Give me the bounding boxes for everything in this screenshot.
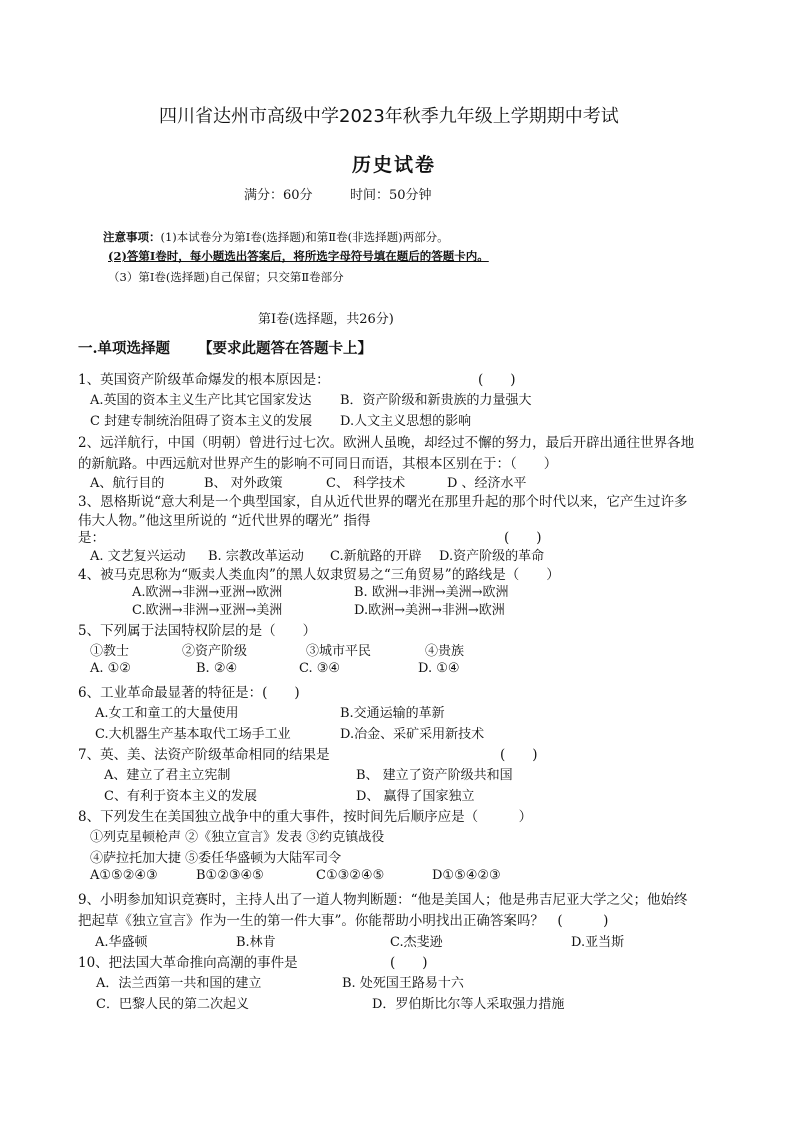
q5-item-3: ③城市平民	[306, 644, 372, 659]
q3-stem-line2: 伟大人物。”他这里所说的 “近代世界的曙光” 指得	[78, 513, 371, 529]
q10-option-c: C．巴黎人民的第二次起义	[96, 997, 249, 1012]
notes-line-3: （3）第Ⅰ卷(选择题)自己保留；只交第Ⅱ卷部分	[108, 270, 344, 284]
q7-stem: 7、英、美、法资产阶级革命相同的结果是	[78, 747, 330, 763]
notes-text-2: (2)答第Ⅰ卷时，每小题选出答案后，将所选字母符号填在题后的答题卡内。	[108, 249, 489, 263]
q1-answer-blank: ( )	[478, 372, 516, 388]
q8-option-b: B①②③④⑤	[196, 868, 264, 883]
notes-text-1: (1)本试卷分为第Ⅰ卷(选择题)和第Ⅱ卷(非选择题)两部分。	[160, 230, 449, 244]
q5-stem: 5、下列属于法国特权阶层的是（ ）	[78, 623, 317, 639]
q6-option-a: A.女工和童工的大量使用	[95, 706, 239, 721]
q7-option-c: C、有利于资本主义的发展	[104, 789, 257, 804]
q3-stem-line1: 3、恩格斯说“意大利是一个典型国家，自从近代世界的曙光在那里升起的那个时代以来，它产生过许多	[78, 494, 688, 510]
q6-option-d: D.冶金、采矿采用新技术	[340, 727, 485, 742]
q7-option-a: A、建立了君主立宪制	[104, 768, 231, 783]
full-score: 满分：60分	[244, 188, 313, 203]
q3-stem-line3: 是：	[78, 530, 105, 546]
q2-stem-line1: 2、远洋航行，中国（明朝）曾进行过七次。欧洲人虽晚，却经过不懈的努力，最后开辟出通往世界各地	[78, 435, 695, 451]
q2-option-a: A、航行目的	[90, 476, 165, 491]
q8-option-a: A①⑤②④③	[90, 868, 158, 883]
q3-option-c: C.新航路的开辟	[330, 549, 422, 564]
q1-option-c: C 封建专制统治阻碍了资本主义的发展	[90, 414, 313, 429]
subject-title: 历史试卷	[352, 154, 437, 176]
q9-option-a: A.华盛顿	[95, 935, 148, 950]
q5-option-a: A. ①②	[90, 661, 131, 676]
q2-option-b: B、 对外政策	[204, 476, 283, 491]
q8-items-line2: ④萨拉托加大捷 ⑤委任华盛顿为大陆军司令	[90, 851, 342, 866]
q4-option-a: A.欧洲→非洲→亚洲→欧洲	[132, 585, 283, 600]
q2-stem-line2: 的新航路。中西远航对世界产生的影响不可同日而语，其根本区别在于：（ ）	[78, 456, 558, 472]
q10-option-a: A．法兰西第一共和国的建立	[96, 976, 262, 991]
q1-option-d: D.人文主义思想的影响	[340, 414, 472, 429]
q4-option-b: B. 欧洲→非洲→美洲→欧洲	[354, 585, 509, 600]
q6-stem: 6、工业革命最显著的特征是：( )	[78, 685, 300, 701]
q4-option-c: C.欧洲→非洲→亚洲→美洲	[132, 603, 283, 618]
part-title-text: 一.单项选择题	[78, 340, 171, 357]
q2-option-c: C、 科学技术	[326, 476, 406, 491]
notes-line-1	[103, 229, 449, 245]
q1-stem: 1、英国资产阶级革命爆发的根本原因是：	[78, 372, 330, 388]
q6-option-c: C.大机器生产基本取代工场手工业	[95, 727, 291, 742]
q1-option-b: B．资产阶级和新贵族的力量强大	[340, 393, 532, 408]
notes-label: 注意事项：	[103, 230, 161, 244]
q8-items-line1: ①列克星顿枪声 ②《独立宣言》发表 ③约克镇战役	[90, 830, 385, 845]
q9-stem-line1: 9、小明参加知识竞赛时，主持人出了一道人物判断题：“他是美国人；他是弗吉尼亚大学之父；他始终	[78, 892, 688, 908]
q7-option-d: D、 赢得了国家独立	[356, 789, 475, 804]
q5-option-b: B. ②④	[196, 661, 238, 676]
q4-stem: 4、被马克思称为“贩卖人类血肉”的黑人奴隶贸易之“三角贸易”的路线是（ ）	[78, 567, 560, 583]
q5-item-2: ②资产阶级	[182, 644, 248, 659]
q3-option-b: B. 宗教改革运动	[208, 549, 304, 564]
q5-option-d: D. ①④	[418, 661, 460, 676]
q4-option-d: D.欧洲→美洲→非洲→欧洲	[354, 603, 505, 618]
q9-option-c: C.杰斐逊	[390, 935, 443, 950]
q3-option-d: D.资产阶级的革命	[439, 549, 545, 564]
q6-option-b: B.交通运输的革新	[340, 706, 445, 721]
q10-option-b: B. 处死国王路易十六	[342, 976, 464, 991]
q9-option-b: B.林肯	[236, 935, 276, 950]
part-note: 【要求此题答在答题卡上】	[198, 340, 373, 357]
q5-option-c: C. ③④	[299, 661, 341, 676]
q3-answer-blank: ( )	[504, 530, 542, 546]
q10-answer-blank: ( )	[390, 955, 428, 971]
q5-item-4: ④贵族	[425, 644, 465, 659]
q7-option-b: B、 建立了资产阶级共和国	[356, 768, 513, 783]
q5-item-1: ①教士	[90, 644, 130, 659]
q1-option-a: A.英国的资本主义生产比其它国家发达	[90, 393, 312, 408]
exam-title: 四川省达州市高级中学2023年秋季九年级上学期期中考试	[159, 106, 619, 127]
section-heading: 第Ⅰ卷(选择题，共26分)	[258, 312, 394, 327]
part-title	[78, 337, 372, 358]
q8-option-c: C①③②④⑤	[316, 868, 385, 883]
q2-option-d: D 、经济水平	[447, 476, 527, 491]
notes-line-2	[108, 248, 489, 264]
exam-time: 时间：50分钟	[350, 188, 432, 203]
q10-option-d: D．罗伯斯比尔等人采取强力措施	[372, 997, 565, 1012]
q10-stem: 10、把法国大革命推向高潮的事件是	[78, 955, 298, 971]
q9-stem-line2: 把起草《独立宣言》作为一生的第一件大事”。你能帮助小明找出正确答案吗？ ( )	[78, 913, 609, 929]
q8-option-d: D①⑤④②③	[432, 868, 501, 883]
q3-option-a: A. 文艺复兴运动	[90, 549, 186, 564]
q8-stem: 8、下列发生在美国独立战争中的重大事件，按时间先后顺序应是（ ）	[78, 809, 533, 825]
q9-option-d: D.亚当斯	[571, 935, 625, 950]
q7-answer-blank: ( )	[500, 747, 538, 763]
